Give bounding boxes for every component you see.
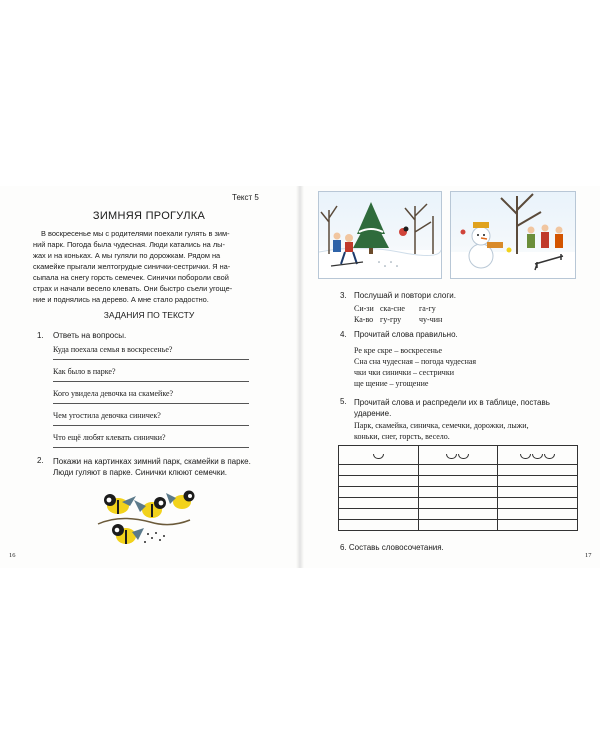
- titmice-illustration: [90, 484, 200, 554]
- story-line: страх и начали весело клевать. Они быстро съели угоще-: [33, 284, 233, 293]
- word-list-line: коньки, снег, горсть, весело.: [354, 432, 450, 441]
- tit-bird-icon: [134, 497, 166, 518]
- table-cell[interactable]: [498, 520, 578, 531]
- word-list-line: Парк, скамейка, синичка, семечки, дорожки, лыжи,: [354, 421, 529, 430]
- tree-icon: [353, 202, 389, 254]
- task2-number: 2.: [37, 456, 44, 465]
- stress-table: [338, 445, 578, 531]
- story-text: [33, 228, 273, 305]
- table-cell[interactable]: [339, 487, 419, 498]
- table-cell[interactable]: [339, 476, 419, 487]
- task2-text: [53, 456, 251, 478]
- winter-park-illustration: [318, 191, 442, 279]
- reading-line-item: ще щение – угощение: [354, 379, 429, 388]
- answer-line[interactable]: [53, 425, 249, 426]
- table-row: [339, 476, 578, 487]
- page-number-right: 17: [585, 552, 592, 559]
- child-figure-icon: [555, 227, 563, 249]
- right-page: [302, 186, 600, 568]
- question-4: Чем угостила девочка синичек?: [53, 411, 161, 420]
- table-cell[interactable]: [418, 487, 498, 498]
- story-line: жах и на коньках. А мы гуляли по дорожкам. Рядом на: [33, 251, 221, 260]
- reading-line-item: чки чки синички – сестрички: [354, 368, 454, 377]
- word-list: [354, 420, 529, 442]
- task3-number: 3.: [340, 291, 347, 300]
- answer-line[interactable]: [53, 447, 249, 448]
- table-cell[interactable]: [339, 465, 419, 476]
- table-cell[interactable]: [498, 509, 578, 520]
- syllable: Си-зи: [354, 304, 374, 313]
- syllable: чу-чин: [419, 315, 443, 324]
- task5-instruction: [354, 397, 550, 419]
- syllable: гу-гру: [380, 315, 402, 324]
- left-page: [0, 186, 298, 568]
- answer-line[interactable]: [53, 359, 249, 360]
- task2-line: Покажи на картинках зимний парк, скамейки в парке.: [53, 457, 251, 466]
- task1-number: 1.: [37, 331, 44, 340]
- table-cell[interactable]: [418, 476, 498, 487]
- table-cell[interactable]: [339, 509, 419, 520]
- question-1: Куда поехала семья в воскресенье?: [53, 345, 173, 354]
- task2-line: Люди гуляют в парке. Синички клюют семечки.: [53, 468, 228, 477]
- table-row: [339, 465, 578, 476]
- child-figure-icon: [527, 227, 535, 249]
- task4-instruction: Прочитай слова правильно.: [354, 330, 458, 339]
- bullfinch-icon: [399, 227, 409, 237]
- stress-pattern-2-syllables: [418, 446, 498, 465]
- answer-line[interactable]: [53, 381, 249, 382]
- table-header-row: [339, 446, 578, 465]
- text-number-label: Текст 5: [232, 193, 259, 202]
- task5-instruction-line: Прочитай слова и распредели их в таблице, поставь: [354, 398, 550, 407]
- question-5: Что ещё любят клевать синички?: [53, 433, 166, 442]
- child-figure-icon: [541, 225, 549, 249]
- reading-line: [354, 345, 476, 389]
- question-2: Как было в парке?: [53, 367, 116, 376]
- syllable: га-гу: [419, 304, 436, 313]
- tit-bird-icon: [112, 524, 144, 544]
- page-number-left: 16: [9, 552, 16, 559]
- table-cell[interactable]: [498, 476, 578, 487]
- story-line: ние и поднялись на дерево. А мне стало радостно.: [33, 295, 209, 304]
- tit-bird-icon: [166, 491, 195, 510]
- table-row: [339, 498, 578, 509]
- book-spread: [0, 186, 600, 568]
- table-row: [339, 509, 578, 520]
- task6-text: 6. Составь словосочетания.: [340, 543, 444, 552]
- table-cell[interactable]: [498, 465, 578, 476]
- story-title: ЗИМНЯЯ ПРОГУЛКА: [92, 210, 206, 222]
- reading-line-item: Сна сна чудесная – погода чудесная: [354, 357, 477, 366]
- stress-pattern-1-syllable: [339, 446, 419, 465]
- task1-instruction: Ответь на вопросы.: [53, 331, 127, 340]
- table-row: [339, 487, 578, 498]
- story-line: сыпала на снегу горсть семечек. Синички поборoли свой: [33, 273, 229, 282]
- stress-pattern-3-syllables: [498, 446, 578, 465]
- table-cell[interactable]: [339, 498, 419, 509]
- question-3: Кого увидела девочка на скамейке?: [53, 389, 174, 398]
- tit-bird-icon: [104, 494, 136, 514]
- task5-instruction-line: ударение.: [354, 409, 392, 418]
- story-line: В воскресенье мы с родителями поехали гулять в зим-: [41, 229, 230, 238]
- child-figure-icon: [333, 233, 341, 253]
- table-cell[interactable]: [339, 520, 419, 531]
- story-line: скамейке прыгали желтогрудые синички-сестрички. Я на-: [33, 262, 231, 271]
- task3-instruction: Послушай и повтори слоги.: [354, 291, 456, 300]
- table-cell[interactable]: [418, 498, 498, 509]
- table-cell[interactable]: [418, 509, 498, 520]
- task4-number: 4.: [340, 330, 347, 339]
- table-cell[interactable]: [418, 465, 498, 476]
- table-cell[interactable]: [498, 487, 578, 498]
- snowman-illustration: [450, 191, 576, 279]
- tasks-heading: ЗАДАНИЯ ПО ТЕКСТУ: [103, 310, 195, 320]
- answer-line[interactable]: [53, 403, 249, 404]
- reading-line-item: Ре кре скре – воскресенье: [354, 346, 443, 355]
- story-line: ний парк. Погода была чудесная. Люди катались на лы-: [33, 240, 225, 249]
- task5-number: 5.: [340, 397, 347, 406]
- table-cell[interactable]: [418, 520, 498, 531]
- syllable: ска-сне: [380, 304, 405, 313]
- syllable: Ка-во: [354, 315, 374, 324]
- table-row: [339, 520, 578, 531]
- table-cell[interactable]: [498, 498, 578, 509]
